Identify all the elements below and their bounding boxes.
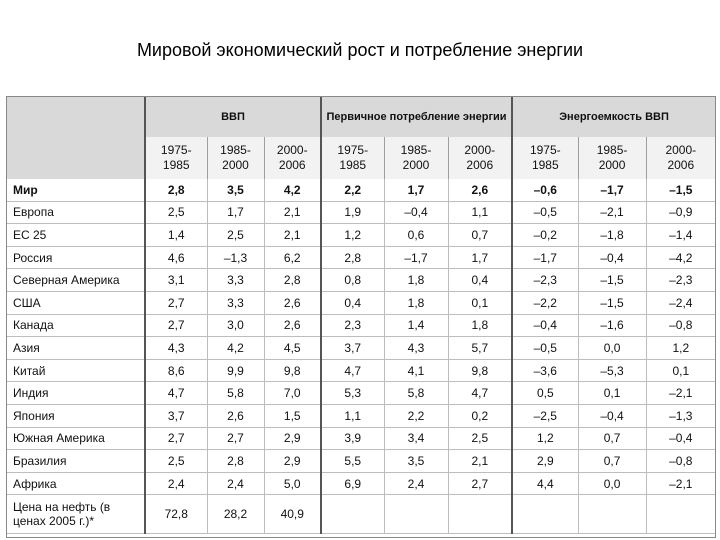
row-label: Северная Америка <box>7 269 145 292</box>
table-cell: 2,1 <box>264 201 321 224</box>
table-cell: –2,3 <box>512 269 578 292</box>
table-row <box>7 201 715 224</box>
table-cell: 1,1 <box>448 201 512 224</box>
table-cell: –2,5 <box>512 404 578 427</box>
table-cell: –2,1 <box>578 201 646 224</box>
table-cell: 0,4 <box>448 269 512 292</box>
table-cell: 72,8 <box>145 495 207 534</box>
table-cell: 4,6 <box>145 246 207 269</box>
table-row <box>7 337 715 360</box>
table-cell: 40,9 <box>264 495 321 534</box>
table-cell: 2,6 <box>264 314 321 337</box>
table-cell: 4,7 <box>321 359 384 382</box>
row-label: Китай <box>7 359 145 382</box>
row-label: Бразилия <box>7 450 145 473</box>
group-header-intensity: Энергоемкость ВВП <box>512 97 715 137</box>
table-cell: 4,2 <box>207 337 264 360</box>
table-cell: 0,1 <box>448 291 512 314</box>
table-row <box>7 224 715 247</box>
table-cell: 0,0 <box>578 472 646 495</box>
period-header: 1985- 2000 <box>578 137 646 179</box>
table-cell: 2,4 <box>384 472 448 495</box>
table-cell: 2,7 <box>207 427 264 450</box>
table-cell: 2,7 <box>145 291 207 314</box>
table-row <box>7 269 715 292</box>
table-cell: –1,3 <box>646 404 715 427</box>
table-cell: –1,6 <box>578 314 646 337</box>
table-cell: 1,1 <box>321 404 384 427</box>
table-cell: 1,8 <box>384 291 448 314</box>
table-cell: 5,7 <box>448 337 512 360</box>
table-row <box>7 472 715 495</box>
table-cell: 4,3 <box>145 337 207 360</box>
table-cell: 4,2 <box>264 179 321 201</box>
table-cell: 6,9 <box>321 472 384 495</box>
group-header-energy: Первичное потребление энергии <box>321 97 512 137</box>
table-cell: 5,0 <box>264 472 321 495</box>
table-cell: 28,2 <box>207 495 264 534</box>
period-header: 2000- 2006 <box>448 137 512 179</box>
table-cell: –0,4 <box>384 201 448 224</box>
table-cell: 0,0 <box>578 337 646 360</box>
table-cell: 4,4 <box>512 472 578 495</box>
table-cell: 3,7 <box>321 337 384 360</box>
table-cell: 1,5 <box>264 404 321 427</box>
period-header: 1985- 2000 <box>207 137 264 179</box>
table-cell: 2,6 <box>207 404 264 427</box>
table-cell: –1,7 <box>384 246 448 269</box>
table-cell: 1,4 <box>384 314 448 337</box>
table-row <box>7 427 715 450</box>
table-cell: 0,2 <box>448 404 512 427</box>
period-header: 1975- 1985 <box>321 137 384 179</box>
table-cell: 2,3 <box>321 314 384 337</box>
table-cell: 9,8 <box>448 359 512 382</box>
table-cell: 2,7 <box>145 427 207 450</box>
table-cell: 1,4 <box>145 224 207 247</box>
period-header: 1975- 1985 <box>145 137 207 179</box>
table-cell: 4,7 <box>448 382 512 405</box>
table-cell: 2,6 <box>264 291 321 314</box>
table-cell: 2,4 <box>145 472 207 495</box>
table-cell: 0,1 <box>646 359 715 382</box>
table-cell: –0,9 <box>646 201 715 224</box>
table-cell: –0,8 <box>646 450 715 473</box>
table-cell: 1,8 <box>448 314 512 337</box>
table-cell: 2,5 <box>145 450 207 473</box>
table-row <box>7 495 715 534</box>
table-cell: –1,5 <box>646 179 715 201</box>
table-cell: 2,9 <box>264 450 321 473</box>
table-cell: 1,2 <box>321 224 384 247</box>
data-table-container <box>6 96 716 538</box>
table-cell: 7,0 <box>264 382 321 405</box>
table-cell <box>512 495 578 534</box>
table-cell: –4,2 <box>646 246 715 269</box>
table-cell <box>646 495 715 534</box>
table-cell: 4,3 <box>384 337 448 360</box>
table-cell <box>384 495 448 534</box>
table-cell: 3,5 <box>207 179 264 201</box>
table-cell: 1,9 <box>321 201 384 224</box>
table-cell: –0,4 <box>512 314 578 337</box>
table-cell: 1,2 <box>512 427 578 450</box>
table-row <box>7 382 715 405</box>
group-header-row <box>7 97 715 137</box>
table-cell: 8,6 <box>145 359 207 382</box>
table-cell: –2,2 <box>512 291 578 314</box>
table-cell: 9,9 <box>207 359 264 382</box>
table-cell: 2,5 <box>448 427 512 450</box>
table-cell: –0,6 <box>512 179 578 201</box>
table-cell: 3,1 <box>145 269 207 292</box>
row-label: Европа <box>7 201 145 224</box>
header-corner <box>7 97 145 179</box>
table-row <box>7 450 715 473</box>
row-label: Африка <box>7 472 145 495</box>
table-cell: 2,8 <box>264 269 321 292</box>
table-cell: 0,5 <box>512 382 578 405</box>
table-cell: –0,8 <box>646 314 715 337</box>
table-cell: 2,8 <box>321 246 384 269</box>
table-cell <box>448 495 512 534</box>
table-cell: 2,2 <box>321 179 384 201</box>
table-cell: 2,7 <box>145 314 207 337</box>
table-cell: 2,8 <box>207 450 264 473</box>
table-row <box>7 359 715 382</box>
table-cell: 3,4 <box>384 427 448 450</box>
table-cell: –2,1 <box>646 382 715 405</box>
row-label: Южная Америка <box>7 427 145 450</box>
table-cell: –1,8 <box>578 224 646 247</box>
period-header: 2000- 2006 <box>646 137 715 179</box>
table-cell: 1,7 <box>448 246 512 269</box>
table-cell: –1,5 <box>578 291 646 314</box>
table-cell: –0,5 <box>512 201 578 224</box>
table-row <box>7 291 715 314</box>
table-cell: 4,7 <box>145 382 207 405</box>
table-row <box>7 246 715 269</box>
table-cell: 5,3 <box>321 382 384 405</box>
table-cell <box>578 495 646 534</box>
table-cell: 1,2 <box>646 337 715 360</box>
table-cell: 3,3 <box>207 269 264 292</box>
table-cell: –0,4 <box>578 246 646 269</box>
table-cell: 4,1 <box>384 359 448 382</box>
table-cell: 4,5 <box>264 337 321 360</box>
row-label: Япония <box>7 404 145 427</box>
table-cell: 3,7 <box>145 404 207 427</box>
table-cell: –1,7 <box>578 179 646 201</box>
table-cell: –1,3 <box>207 246 264 269</box>
table-cell: 2,8 <box>145 179 207 201</box>
table-cell: 2,2 <box>384 404 448 427</box>
table-cell: 1,7 <box>207 201 264 224</box>
page-title: Мировой экономический рост и потребление энергии <box>136 40 584 60</box>
table-cell: 0,1 <box>578 382 646 405</box>
table-cell: 2,4 <box>207 472 264 495</box>
table-cell: 3,5 <box>384 450 448 473</box>
row-label: Цена на нефть (в ценах 2005 г.)* <box>7 495 145 534</box>
table-row <box>7 314 715 337</box>
table-cell: 2,6 <box>448 179 512 201</box>
table-cell: 0,7 <box>578 450 646 473</box>
table-cell: 9,8 <box>264 359 321 382</box>
row-label: ЕС 25 <box>7 224 145 247</box>
table-cell: –0,2 <box>512 224 578 247</box>
table-cell: 3,9 <box>321 427 384 450</box>
table-cell <box>321 495 384 534</box>
table-cell: 3,3 <box>207 291 264 314</box>
table-cell: –1,7 <box>512 246 578 269</box>
table-cell: 5,8 <box>207 382 264 405</box>
table-cell: 0,7 <box>448 224 512 247</box>
table-cell: –5,3 <box>578 359 646 382</box>
table-cell: –0,4 <box>646 427 715 450</box>
row-label: Канада <box>7 314 145 337</box>
table-cell: 0,7 <box>578 427 646 450</box>
period-header: 1985- 2000 <box>384 137 448 179</box>
table-row <box>7 404 715 427</box>
table-cell: –1,5 <box>578 269 646 292</box>
table-row <box>7 179 715 201</box>
table-cell: 5,8 <box>384 382 448 405</box>
table-cell: 3,0 <box>207 314 264 337</box>
table-cell: 5,5 <box>321 450 384 473</box>
row-label: Индия <box>7 382 145 405</box>
table-cell: 0,8 <box>321 269 384 292</box>
table-cell: –3,6 <box>512 359 578 382</box>
row-label: Азия <box>7 337 145 360</box>
table-cell: 1,8 <box>384 269 448 292</box>
period-header: 2000- 2006 <box>264 137 321 179</box>
table-cell: 2,5 <box>145 201 207 224</box>
table-cell: –0,5 <box>512 337 578 360</box>
group-header-gdp: ВВП <box>145 97 321 137</box>
table-cell: 2,1 <box>448 450 512 473</box>
table-cell: 2,1 <box>264 224 321 247</box>
table-cell: 1,7 <box>384 179 448 201</box>
row-label: США <box>7 291 145 314</box>
table-cell: 2,9 <box>512 450 578 473</box>
table-cell: –1,4 <box>646 224 715 247</box>
table-cell: 2,5 <box>207 224 264 247</box>
table-cell: –2,3 <box>646 269 715 292</box>
table-body <box>7 179 715 534</box>
period-header: 1975- 1985 <box>512 137 578 179</box>
table-cell: –0,4 <box>578 404 646 427</box>
row-label: Россия <box>7 246 145 269</box>
table-cell: 6,2 <box>264 246 321 269</box>
table-cell: 0,6 <box>384 224 448 247</box>
table-cell: 2,9 <box>264 427 321 450</box>
table-cell: –2,4 <box>646 291 715 314</box>
table-cell: 2,7 <box>448 472 512 495</box>
data-table <box>7 97 715 534</box>
table-cell: 0,4 <box>321 291 384 314</box>
row-label: Мир <box>7 179 145 201</box>
table-cell: –2,1 <box>646 472 715 495</box>
